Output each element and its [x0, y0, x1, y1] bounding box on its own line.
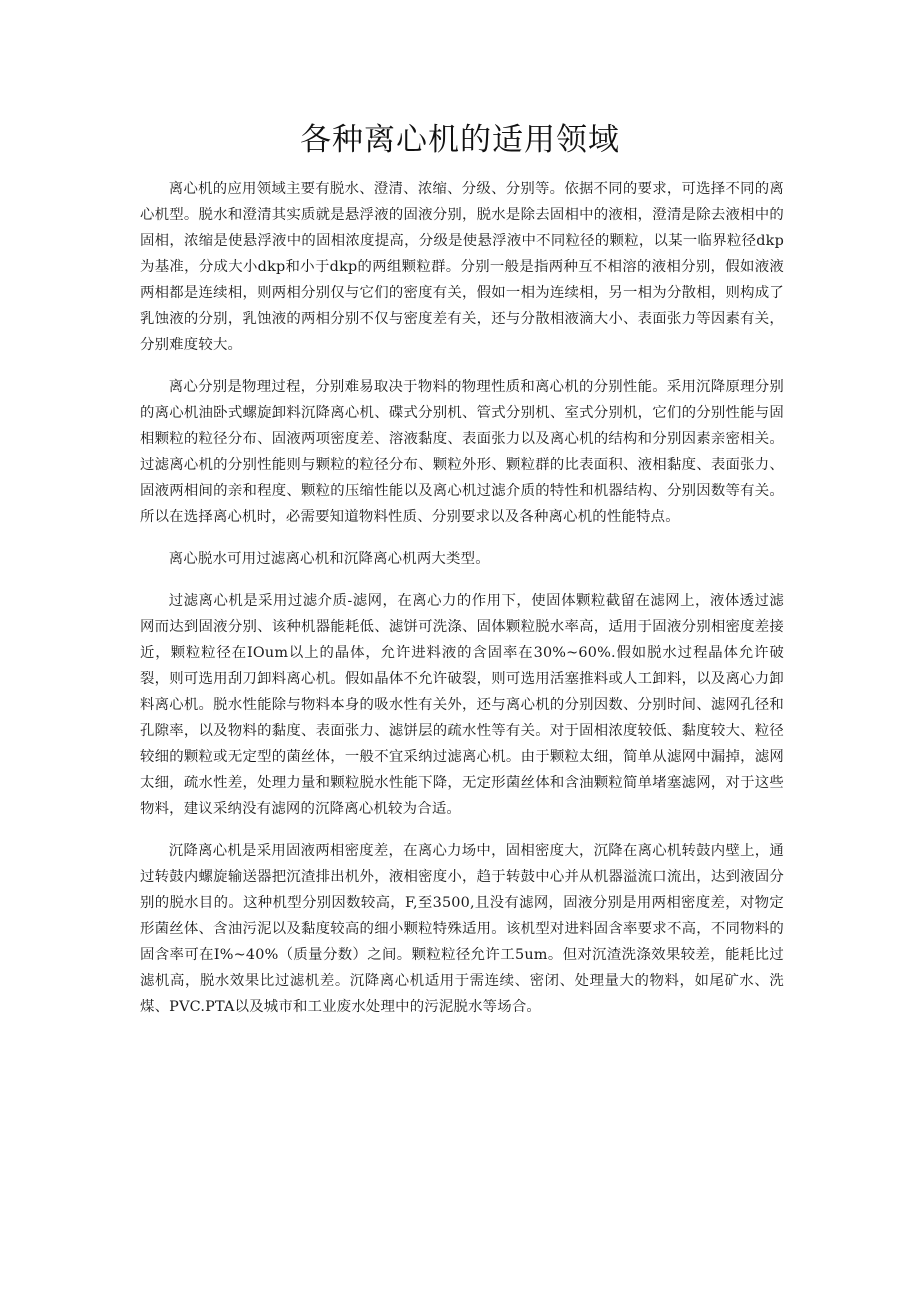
paragraph-sedimentation-centrifuge: 沉降离心机是采用固液两相密度差，在离心力场中，固相密度大，沉降在离心机转鼓内壁上，通过转鼓内螺旋输送器把沉渣排出机外，液相密度小，趋于转鼓中心并从机器溢流口流出，达到液固分别的脱水目的。这种机型分别因数较高，F,至3500,且没有滤网，固液分别是用两相密度差，对物定形菌丝体、含油污泥以及黏度较高的细小颗粒特殊适用。该机型对进料固含率要求不高，不同物料的固含率可在I%~40%（质量分数）之间。颗粒粒径允许工5um。但对沉渣洗涤效果较差，能耗比过滤机高，脱水效果比过滤机差。沉降离心机适用于需连续、密闭、处理量大的物料，如尾矿水、洗煤、PVC.PTA以及城市和工业废水处理中的污泥脱水等场合。 [140, 843, 784, 1015]
paragraph-separation-principles: 离心分别是物理过程，分别难易取决于物料的物理性质和离心机的分别性能。采用沉降原理分别的离心机油卧式螺旋卸料沉降离心机、碟式分别机、管式分别机、室式分别机，它们的分别性能与固相颗粒的粒径分布、固液两项密度差、溶液黏度、表面张力以及离心机的结构和分别因素亲密相关。过滤离心机的分别性能则与颗粒的粒径分布、颗粒外形、颗粒群的比表面积、液相黏度、表面张力、固液两相间的亲和程度、颗粒的压缩性能以及离心机过滤介质的特性和机器结构、分别因数等有关。所以在选择离心机时，必需要知道物料性质、分别要求以及各种离心机的性能特点。 [140, 379, 784, 525]
paragraph-applications: 离心机的应用领域主要有脱水、澄清、浓缩、分级、分别等。依据不同的要求，可选择不同的离心机型。脱水和澄清其实质就是悬浮液的固液分别，脱水是除去固相中的液相，澄清是除去液相中的固相，浓缩是使悬浮液中的固相浓度提高，分级是使悬浮液中不同粒径的颗粒，以某一临界粒径dkp为基准，分成大小dkp和小于dkp的两组颗粒群。分别一般是指两种互不相溶的液相分别，假如液液两相都是连续相，则两相分别仅与它们的密度有关，假如一相为连续相，另一相为分散相，则构成了乳蚀液的分别，乳蚀液的两相分别不仅与密度差有关，还与分散相液滴大小、表面张力等因素有关，分别难度较大。 [140, 181, 784, 353]
paragraph-filtration-centrifuge: 过滤离心机是采用过滤介质-滤网，在离心力的作用下，使固体颗粒截留在滤网上，液体透过滤网而达到固液分别、该种机器能耗低、滤饼可洗涤、固体颗粒脱水率高，适用于固液分别相密度差接近，颗粒粒径在IOum以上的晶体，允许进料液的含固率在30%~60%.假如脱水过程晶体允许破裂，则可选用刮刀卸料离心机。假如晶体不允许破裂，则可选用活塞推料或人工卸料，以及离心力卸料离心机。脱水性能除与物料本身的吸水性有关外，还与离心机的分别因数、分别时间、滤网孔径和孔隙率，以及物料的黏度、表面张力、滤饼层的疏水性等有关。对于固相浓度较低、黏度较大、粒径较细的颗粒或无定型的菌丝体，一般不宜采纳过滤离心机。由于颗粒太细，简单从滤网中漏掉，滤网太细，疏水性差，处理力量和颗粒脱水性能下降，无定形菌丝体和含油颗粒简单堵塞滤网，对于这些物料，建议采纳没有滤网的沉降离心机较为合适。 [140, 593, 784, 817]
page-title: 各种离心机的适用领域 [300, 122, 620, 158]
paragraph-dewatering-types: 离心脱水可用过滤离心机和沉降离心机两大类型。 [168, 551, 490, 567]
document-body [140, 176, 784, 1036]
